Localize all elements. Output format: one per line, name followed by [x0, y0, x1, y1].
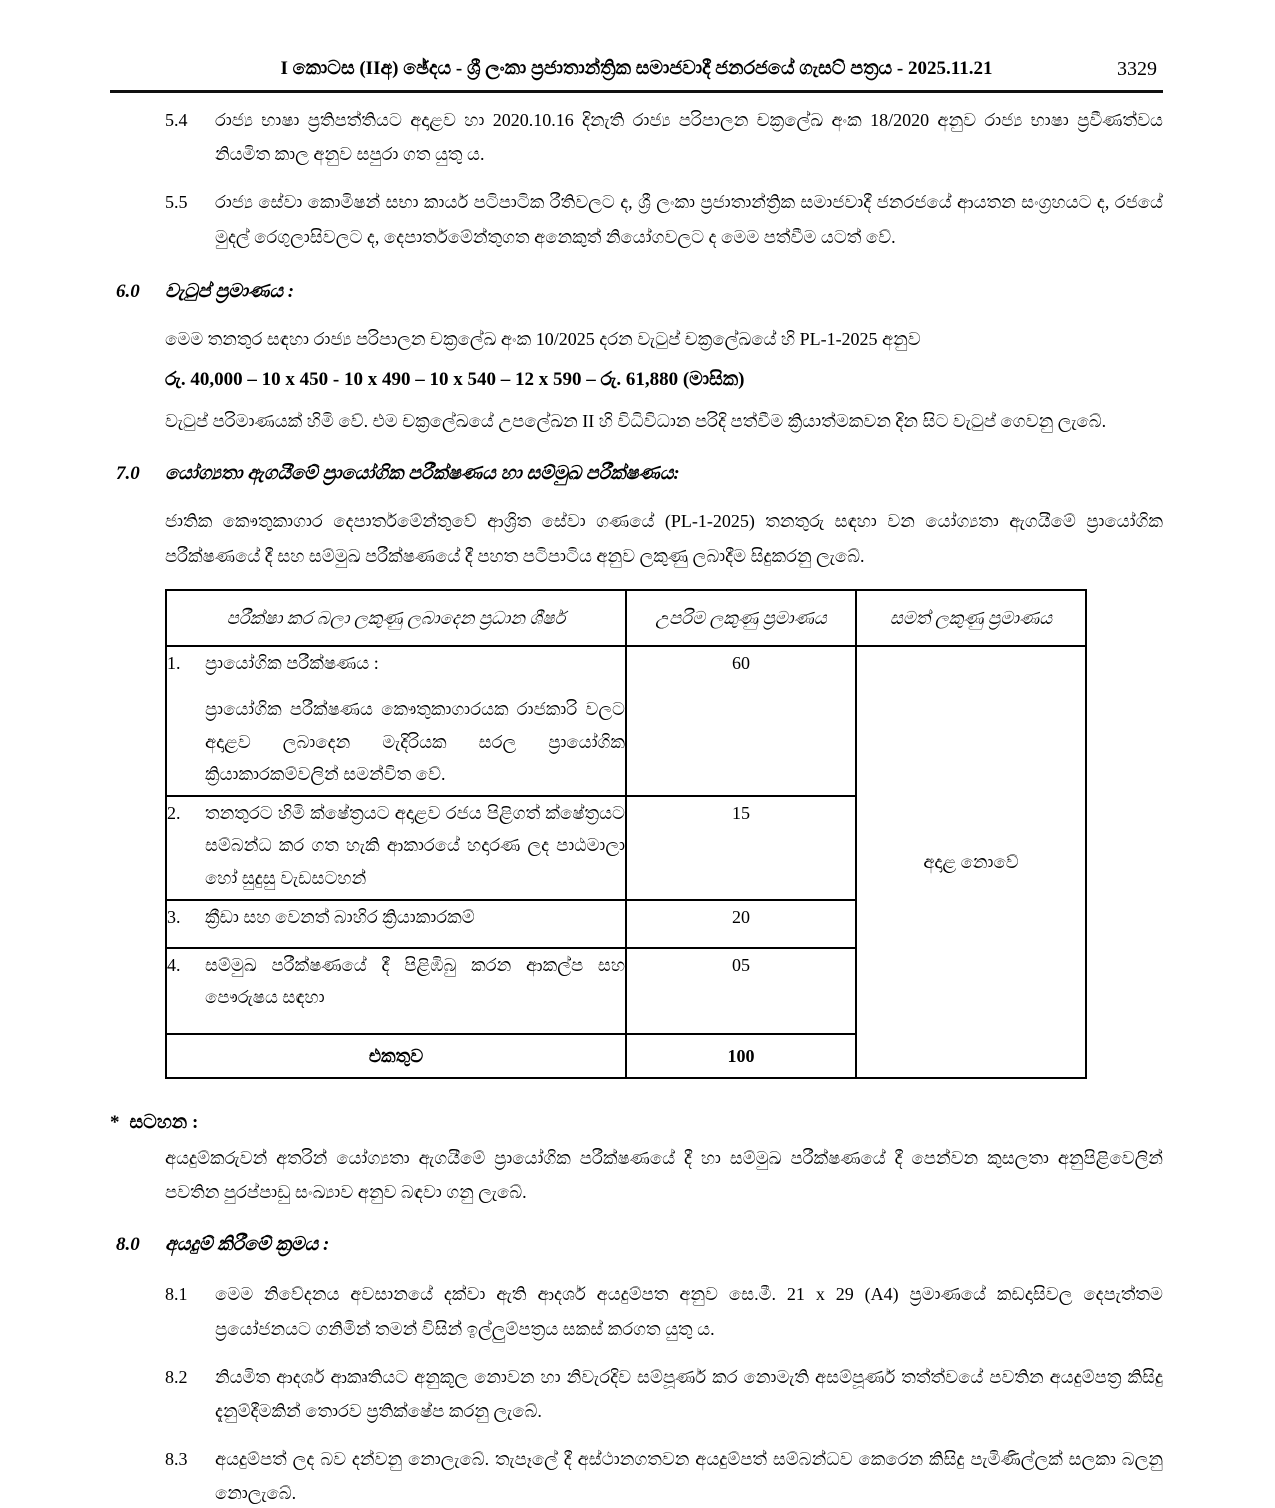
- page-header: [110, 54, 1163, 84]
- note-text: අයදුම්කරුවන් අතරින් යෝග්‍යතා ඇගයීමේ ප්‍රායෝගික පරීක්ෂණයේ දී හා සම්මුඛ පරීක්ෂණයේ දී පෙන්වන කුසලතා අනුපිළිවෙලින් පවතින පුරප්පාඩු සංඛ්‍යාව අනුව බඳවා ගනු ලැබේ.: [165, 1147, 1163, 1203]
- section-8-title: අයදුම් කිරීමේ ක්‍රමය :: [165, 1234, 330, 1256]
- row-1-topic-cell: [166, 646, 626, 796]
- total-label: එකතුව: [166, 1034, 626, 1078]
- page-title: I කොටස (IIඅ) ඡේදය - ශ්‍රී ලංකා ප්‍රජාතාන්ත්‍රික සමාජවාදී ජනරජයේ ගැසට් පත්‍රය - 2025.11.21: [280, 58, 993, 79]
- pass-marks-merged-cell: අදාළ නොවේ: [856, 646, 1086, 1078]
- salary-scale: රු. 40,000 – 10 x 450 - 10 x 490 – 10 x 540 – 12 x 590 – රු. 61,880 (මාසික): [165, 369, 745, 391]
- row-2-title: තනතුරට හිමි ක්ෂේත්‍රයට අදාළව රජය පිළිගත් ක්ෂේත්‍රයට සම්බන්ධ කර ගත හැකි ආකාරයේ හදාරණ ලද පාඨමාලා හෝ සුදුසු වැඩසටහන්: [205, 802, 625, 888]
- section-8-number: 8.0: [116, 1234, 140, 1256]
- salary-outro: වැටුප් පරිමාණයක් හිමි වේ. එම චක්‍රලේඛයේ උපලේඛන II හි විධිවිධාන පරිදි පත්වීම ක්‍රියාත්මකවන දින සිට වැටුප් ගෙවනු ලැබේ.: [165, 411, 1107, 432]
- section-7-title: යෝග්‍යතා ඇගයීමේ ප්‍රායෝගික පරීක්ෂණය හා සම්මුඛ පරීක්ෂණය:: [165, 463, 680, 485]
- row-2-max-marks: 15: [626, 796, 856, 900]
- clause-8-3-text: අයදුම්පත් ලද බව දන්වනු නොලැබේ. තැපෑලේ දී අස්ථානගතවන අයදුම්පත් සම්බන්ධව කෙරෙන කිසිදු පැමිණිල්ලක් සලකා බලනු නොලැබේ.: [215, 1449, 1163, 1504]
- note-section: [110, 1105, 1163, 1209]
- column-header-main-topics: පරීක්ෂා කර බලා ලකුණු ලබාදෙන ප්‍රධාන ශීර්ෂ: [166, 590, 626, 646]
- row-4-title: සම්මුඛ පරීක්ෂණයේ දී පිළිඹිබු කරන ආකල්ප සහ පෞරුෂය සඳහා: [205, 954, 625, 1008]
- clause-5-5-number: 5.5: [165, 192, 188, 213]
- row-4-max-marks: 05: [626, 948, 856, 1034]
- marks-table-header-row: [166, 590, 1086, 646]
- clause-5-4-text: රාජ්‍ය භාෂා ප්‍රතිපත්තියට අදාළව හා 2020.10.16 දිනැති රාජ්‍ය පරිපාලන චක්‍රලේඛ අංක 18/2020 අනුව රාජ්‍ය භාෂා ප්‍රවීණත්වය නියමිත කාල අනුව සපුරා ගත යුතු ය.: [215, 110, 1163, 165]
- clause-5-4: [165, 103, 1163, 171]
- clause-5-5-text: රාජ්‍ය සේවා කොමිෂන් සභා කාර්ය පටිපාටික රීතිවලට ද, ශ්‍රී ලංකා ප්‍රජාතාන්ත්‍රික සමාජවාදී ජනරජයේ ආයතන සංග්‍රහයට ද, රජයේ මුදල් රෙගුලාසිවලට ද, දෙපාර්තමේන්තුගත අනෙකුත් නියෝගවලට ද මෙම පත්වීම යටත් වේ.: [215, 192, 1163, 247]
- note-label: සටහන :: [129, 1111, 199, 1133]
- row-1-number: 1.: [167, 652, 181, 673]
- salary-intro: මෙම තනතුර සඳහා රාජ්‍ය පරිපාලන චක්‍රලේඛ අංක 10/2025 දරන වැටුප් චක්‍රලේඛයේ හි PL-1-2025 අනුව: [165, 328, 921, 349]
- column-header-pass-marks: සමත් ලකුණු ප්‍රමාණය: [856, 590, 1086, 646]
- asterisk-marker: *: [110, 1111, 120, 1133]
- row-2-number: 2.: [167, 802, 181, 823]
- clause-8-3: [165, 1442, 1163, 1508]
- row-4-number: 4.: [167, 954, 181, 975]
- column-header-max-marks: උපරිම ලකුණු ප්‍රමාණය: [626, 590, 856, 646]
- row-1-description: ප්‍රායෝගික පරීක්ෂණය කෞතුකාගාරයක රාජකාරි වලට අදාළව ලබාදෙන මැදිරියක සරල ප්‍රායෝගික ක්‍රියාකාරකම්වලින් සමන්විත වේ.: [205, 699, 625, 784]
- clause-5-4-number: 5.4: [165, 110, 188, 130]
- clause-8-1-number: 8.1: [165, 1284, 188, 1305]
- section-6-heading: [116, 274, 1163, 310]
- row-2-topic-cell: [166, 796, 626, 900]
- row-3-title: ක්‍රීඩා සහ වෙනත් බාහිර ක්‍රියාකාරකම්: [205, 906, 475, 927]
- clause-8-2: [165, 1360, 1163, 1428]
- row-4-topic-cell: [166, 948, 626, 1034]
- row-1-max-marks: 60: [626, 646, 856, 796]
- section-6-number: 6.0: [116, 280, 140, 302]
- clause-8-3-number: 8.3: [165, 1449, 188, 1470]
- clause-8-2-text: නියමිත ආදර්ශ ආකෘතියට අනුකූල නොවන හා නිවැරදිව සම්පූර්ණ කර නොමැති අසම්පූර්ණ තත්ත්වයේ පවතින අයදුම්පත්‍ර කිසිදු දැනුම්දීමකින් තොරව ප්‍රතික්ෂේප කරනු ලැබේ.: [215, 1366, 1163, 1421]
- section-7-number: 7.0: [116, 463, 140, 485]
- section-7-heading: [116, 456, 1163, 492]
- row-3-number: 3.: [167, 906, 181, 927]
- row-3-topic-cell: [166, 900, 626, 948]
- section-7-intro: ජාතික කෞතුකාගාර දෙපාර්තමේන්තුවේ ආශ්‍රිත සේවා ගණයේ (PL-1-2025) තනතුරු සඳහා වන යෝග්‍යතා ඇගයීමේ ප්‍රායෝගික පරීක්ෂණයේ දී සහ සම්මුඛ පරීක්ෂණයේ දී පහත පටිපාටිය අනුව ලකුණු ලබාදීම සිදුකරනු ලැබේ.: [165, 511, 1163, 566]
- clause-8-1-text: මෙම නිවේදනය අවසානයේ දක්වා ඇති ආදර්ශ අයදුම්පත අනුව සෙ.මී. 21 x 29 (A4) ප්‍රමාණයේ කඩදාසිවල දෙපැත්තම ප්‍රයෝජනයට ගනිමින් තමන් විසින් ඉල්ලුම්පත්‍රය සකස් කරගත යුතු ය.: [215, 1284, 1163, 1339]
- clause-8-2-number: 8.2: [165, 1366, 188, 1387]
- note-heading: [110, 1105, 1163, 1141]
- marks-table: [165, 589, 1087, 1079]
- page-number: 3329: [1117, 58, 1157, 80]
- clause-8-1: [165, 1277, 1163, 1345]
- header-rule: [110, 90, 1163, 93]
- section-6-title: වැටුප් ප්‍රමාණය :: [165, 280, 295, 302]
- table-row-1: [166, 646, 1086, 796]
- row-3-max-marks: 20: [626, 900, 856, 948]
- row-1-title: ප්‍රායෝගික පරීක්ෂණය :: [205, 652, 379, 673]
- total-value: 100: [626, 1034, 856, 1078]
- clause-5-5: [165, 185, 1163, 253]
- section-8-heading: [116, 1227, 1163, 1263]
